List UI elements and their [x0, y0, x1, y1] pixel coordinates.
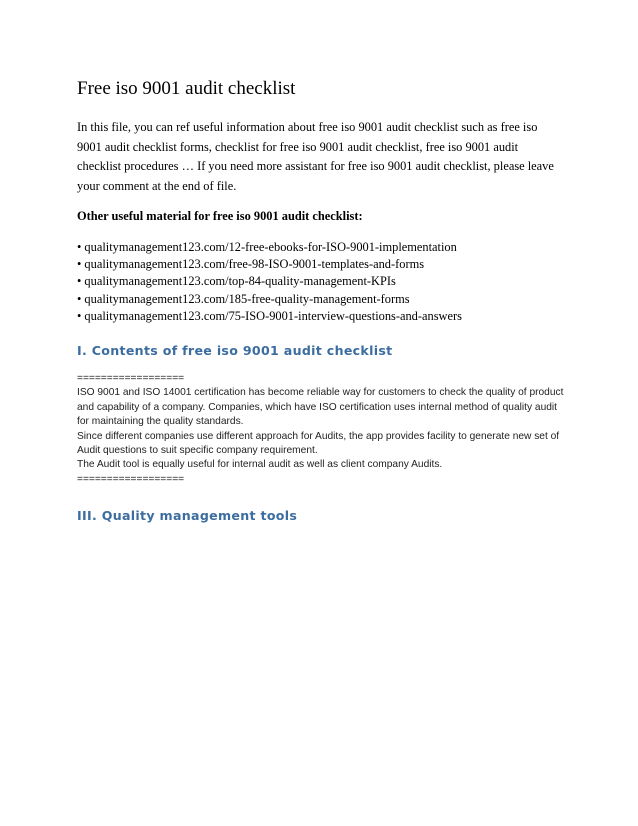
section-heading-contents: I. Contents of free iso 9001 audit checklist [77, 343, 393, 359]
contents-box [77, 372, 565, 487]
link-item[interactable]: • qualitymanagement123.com/top-84-quality-management-KPIs [77, 274, 396, 289]
link-item[interactable]: • qualitymanagement123.com/185-free-quality-management-forms [77, 291, 410, 306]
links-list [77, 239, 565, 325]
contents-paragraph: Since different companies use different approach for Audits, the app provides facility to generate new set of Audit questions to suit specific company requirement. [77, 430, 560, 457]
document-title: Free iso 9001 audit checklist [77, 78, 296, 99]
separator-bottom: ================== [77, 473, 185, 485]
contents-paragraph: The Audit tool is equally useful for internal audit as well as client company Audits. [77, 459, 443, 471]
other-material-heading: Other useful material for free iso 9001 audit checklist: [77, 209, 363, 223]
section-heading-tools: III. Quality management tools [77, 508, 298, 524]
intro-paragraph: In this file, you can ref useful information about free iso 9001 audit checklist such as free iso 9001 audit checklist forms, checklist for free iso 9001 audit checklist, free iso 9001 audit checklist procedures … If you need more assistant for free iso 9001 audit checklist, please leave your comment at the end of file. [77, 120, 554, 193]
link-item[interactable]: • qualitymanagement123.com/12-free-ebooks-for-ISO-9001-implementation [77, 240, 457, 254]
document-content [77, 78, 565, 537]
contents-paragraph: ISO 9001 and ISO 14001 certification has become reliable way for customers to check the quality of product and capability of a company. Companies, which have ISO certification uses internal method of quality audit for maintaining the quality standards. [77, 387, 564, 428]
link-item[interactable]: • qualitymanagement123.com/75-ISO-9001-interview-questions-and-answers [77, 308, 462, 323]
link-item[interactable]: • qualitymanagement123.com/free-98-ISO-9001-templates-and-forms [77, 257, 425, 272]
separator-top: ================== [77, 373, 185, 385]
